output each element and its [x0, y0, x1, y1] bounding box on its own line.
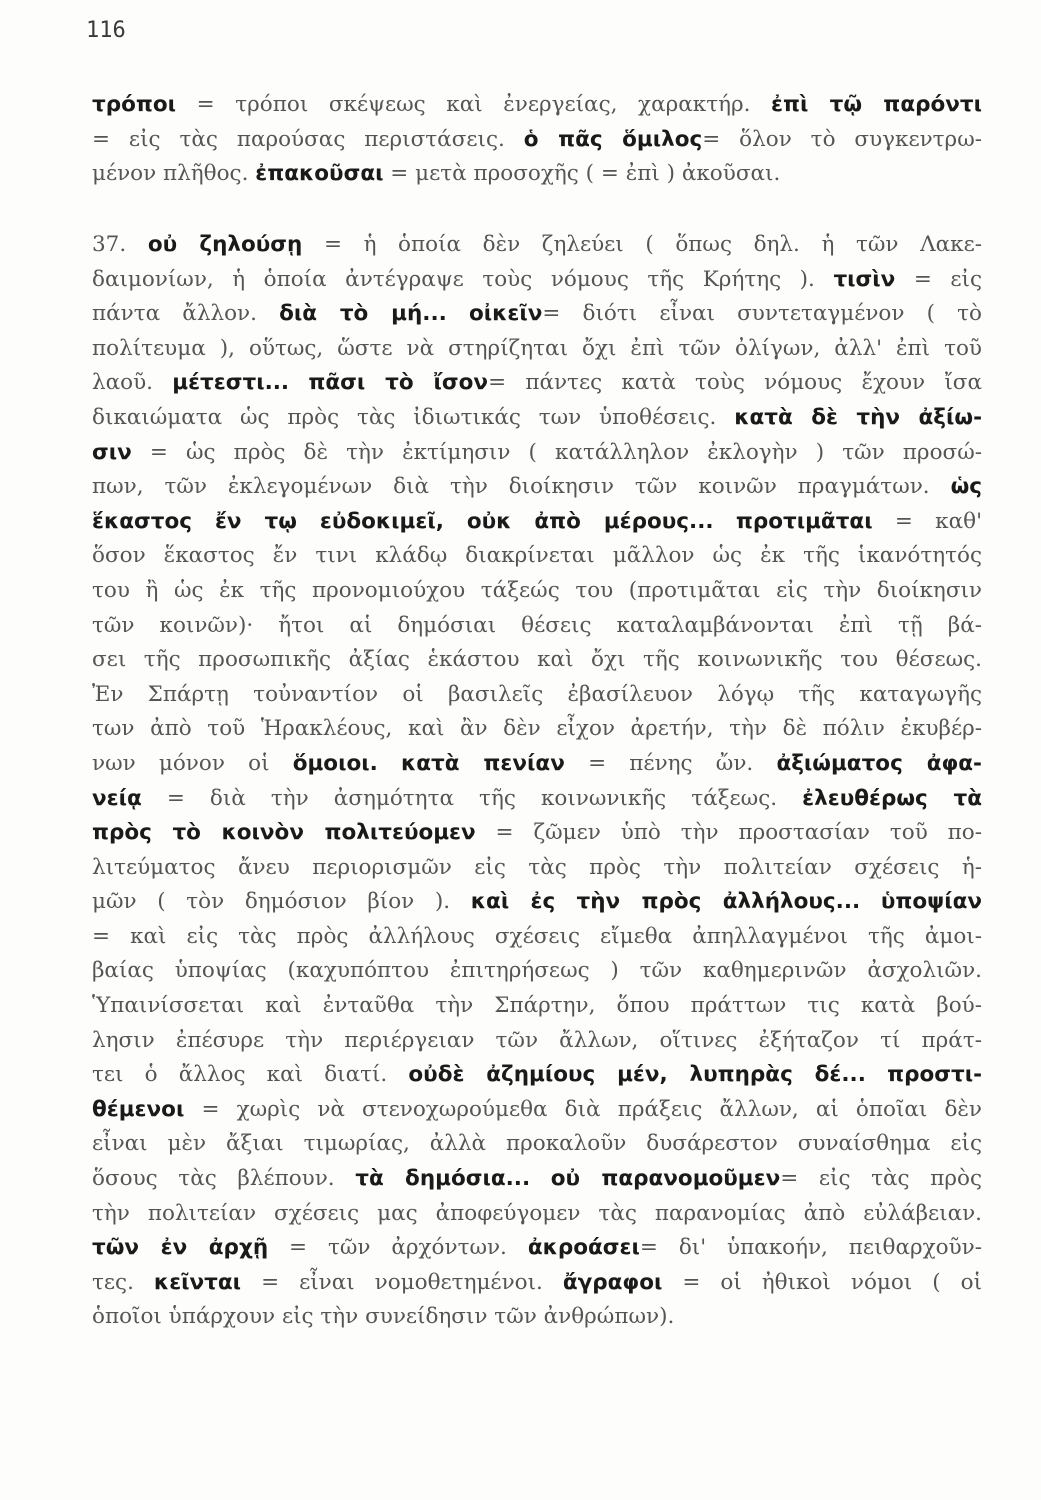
- gloss-text: βαίας ὑποψίας (καχυπόπτου ἐπιτηρήσεως ) τῶν καθημερινῶν ἀσχολιῶν.: [92, 958, 982, 984]
- text-line: [92, 539, 982, 574]
- text-line: [92, 920, 982, 955]
- gloss-text: = καθ': [872, 508, 982, 534]
- text-line: [92, 123, 982, 158]
- text-line: [92, 505, 982, 540]
- bold-term: ὑποψίαν: [880, 889, 983, 915]
- gloss-text: πων, τῶν ἐκλεγομένων διὰ τὴν διοίκησιν τῶν κοινῶν πραγμάτων.: [92, 474, 951, 500]
- text-line: [92, 1162, 982, 1197]
- text-line: [92, 228, 982, 263]
- gloss-text: [714, 509, 736, 534]
- text-line: [92, 1231, 982, 1266]
- bold-term: νείᾳ: [92, 785, 142, 811]
- bold-term: οὐ ζηλούσῃ: [147, 232, 303, 257]
- paragraph-2: [92, 228, 982, 1335]
- gloss-text: νων μόνον οἱ: [92, 750, 293, 776]
- bold-term: ἐπακοῦσαι: [255, 161, 384, 187]
- gloss-text: πάντα ἄλλον.: [92, 301, 280, 327]
- bold-term: τὰ δημόσια...: [355, 1166, 531, 1192]
- gloss-text: [447, 301, 469, 326]
- text-line: [92, 1127, 982, 1162]
- bold-term: ἀξιώματος ἀφα-: [776, 750, 982, 776]
- gloss-text: = εἶναι νομοθετημένοι.: [241, 1269, 563, 1295]
- gloss-text: δικαιώματα ὡς πρὸς τὰς ἰδιωτικάς των ὑποθέσεις.: [92, 404, 735, 430]
- bold-term: πρὸς τὸ κοινὸν πολιτεύομεν: [92, 820, 476, 846]
- bold-term: θέμενοι: [92, 1096, 185, 1122]
- text-line: [92, 851, 982, 886]
- gloss-text: = καὶ εἰς τὰς πρὸς ἀλλήλους σχέσεις εἴμεθα ἀπηλλαγμένοι τῆς ἀμοι-: [92, 923, 982, 949]
- bold-term: ὡς: [950, 474, 982, 500]
- bold-term: πᾶσι τὸ ἴσον: [308, 370, 489, 396]
- bold-term: κατὰ πενίαν: [401, 750, 565, 776]
- bold-term: σιν: [92, 439, 132, 465]
- gloss-text: = εἰς τὰς παρούσας περιστάσεις.: [92, 126, 524, 152]
- bold-term: τισὶν: [833, 266, 896, 292]
- text-line: [92, 436, 982, 471]
- text-line: [92, 1197, 982, 1232]
- page-number: 116: [86, 18, 126, 43]
- bold-term: ἀκροάσει: [527, 1235, 640, 1261]
- gloss-text: = ὡς πρὸς δὲ τὴν ἐκτίμησιν ( κατάλληλον ἐκλογὴν ) τῶν προσώ-: [131, 439, 982, 465]
- gloss-text: = τῶν ἀρχόντων.: [268, 1235, 528, 1261]
- bold-term: τῶν ἐν ἀρχῇ: [92, 1235, 269, 1261]
- text-line: [92, 712, 982, 747]
- gloss-text: σει τῆς προσωπικῆς ἀξίας ἑκάστου καὶ ὄχι τῆς κοινωνικῆς του θέσεως.: [92, 647, 982, 673]
- gloss-text: τες.: [92, 1269, 154, 1295]
- bold-term: τρόποι: [92, 92, 177, 117]
- gloss-text: των ἀπὸ τοῦ Ἡρακλέους, καὶ ἂν δὲν εἶχον ἀρετήν, τὴν δὲ πόλιν ἐκυβέρ-: [92, 716, 982, 742]
- text-line: [92, 643, 982, 678]
- text-line: [92, 885, 982, 920]
- bold-term: κατὰ δὲ τὴν ἀξίω-: [734, 404, 982, 430]
- paragraph-1: [92, 88, 982, 192]
- bold-term: προστι-: [887, 1062, 982, 1088]
- gloss-text: = εἰς: [895, 266, 982, 292]
- bold-term: προτιμᾶται: [735, 508, 873, 534]
- gloss-text: = διότι εἶναι συντεταγμένον ( τὸ: [542, 301, 982, 327]
- gloss-text: μένον πλῆθος.: [92, 161, 256, 187]
- text-line: [92, 1024, 982, 1059]
- gloss-text: ὅσον ἕκαστος ἔν τινι κλάδῳ διακρίνεται μᾶλλον ὡς ἐκ τῆς ἱκανότητός: [92, 543, 982, 569]
- bold-term: κεῖνται: [153, 1269, 242, 1295]
- text-line: [92, 332, 982, 367]
- text-line: [92, 1058, 982, 1093]
- gloss-text: = διὰ τὴν ἀσημότητα τῆς κοινωνικῆς τάξεως.: [141, 785, 803, 811]
- gloss-text: λησιν ἐπέσυρε τὴν περιέργειαν τῶν ἄλλων, οἵτινες ἐξήταζον τί πράτ-: [92, 1027, 982, 1053]
- text-line: [92, 678, 982, 713]
- gloss-text: [866, 1062, 887, 1087]
- text-line: [92, 470, 982, 505]
- text-line: [92, 1266, 982, 1301]
- text-line: [92, 88, 982, 123]
- gloss-text: λιτεύματος ἄνευ περιορισμῶν εἰς τὰς πρὸς τὴν πολιτείαν σχέσεις ἡ-: [92, 854, 982, 880]
- gloss-text: 37.: [92, 232, 148, 257]
- gloss-text: = μετὰ προσοχῆς ( = ἐπὶ ) ἀκοῦσαι.: [383, 161, 781, 187]
- bold-term: ὁ πᾶς ὅμιλος: [523, 126, 703, 152]
- bold-term: ὅμοιοι.: [292, 750, 378, 776]
- bold-term: μέτεστι...: [172, 370, 290, 396]
- gloss-text: του ἢ ὡς ἐκ τῆς προνομιούχου τάξεώς του (προτιμᾶται εἰς τὴν διοίκησιν: [92, 577, 982, 603]
- gloss-text: [289, 370, 308, 395]
- text-line: [92, 989, 982, 1024]
- gloss-text: [378, 751, 401, 776]
- gloss-text: = δι' ὑπακοήν, πειθαρχοῦν-: [639, 1235, 982, 1261]
- bold-term: οἰκεῖν: [468, 301, 543, 327]
- text-line: [92, 609, 982, 644]
- text-line: [92, 297, 982, 332]
- bold-term: οὐ παρανομοῦμεν: [550, 1166, 781, 1192]
- gloss-text: = τρόποι σκέψεως καὶ ἐνεργείας, χαρακτήρ.: [176, 92, 772, 117]
- gloss-text: [860, 889, 881, 914]
- text-line: [92, 782, 982, 817]
- gloss-text: = ζῶμεν ὑπὸ τὴν προστασίαν τοῦ πο-: [475, 820, 982, 846]
- gloss-text: πολίτευμα ), οὕτως, ὥστε νὰ στηρίζηται ὄχι ἐπὶ τῶν ὀλίγων, ἀλλ' ἐπὶ τοῦ: [92, 335, 982, 361]
- gloss-text: = ὅλον τὸ συγκεντρω-: [702, 126, 982, 152]
- text-line: [92, 1300, 982, 1335]
- gloss-text: τῶν κοινῶν)· ἤτοι αἱ δημόσιαι θέσεις καταλαμβάνονται ἐπὶ τῇ βά-: [92, 612, 982, 638]
- bold-term: καὶ ἐς τὴν πρὸς ἀλλήλους...: [470, 889, 861, 915]
- bold-term: ἄγραφοι: [562, 1269, 663, 1295]
- gloss-text: = οἱ ἠθικοὶ νόμοι ( οἱ: [662, 1269, 982, 1295]
- gloss-text: τὴν πολιτείαν σχέσεις μας ἀποφεύγομεν τὰς παρανομίας ἀπὸ εὐλάβειαν.: [92, 1200, 982, 1226]
- gloss-text: Ὑπαινίσσεται καὶ ἐνταῦθα τὴν Σπάρτην, ὅπου πράττων τις κατὰ βού-: [92, 993, 982, 1019]
- gloss-text: μῶν ( τὸν δημόσιον βίον ).: [92, 889, 471, 915]
- text-line: [92, 1093, 982, 1128]
- gloss-text: = πένης ὤν.: [564, 750, 777, 776]
- bold-term: ἐλευθέρως τὰ: [802, 785, 982, 811]
- gloss-text: ὁποῖοι ὑπάρχουν εἰς τὴν συνείδησιν τῶν ἀνθρώπων).: [92, 1304, 675, 1330]
- gloss-text: λαοῦ.: [92, 370, 173, 396]
- gloss-text: = εἰς τὰς πρὸς: [780, 1166, 982, 1192]
- gloss-text: = ἡ ὁποία δὲν ζηλεύει ( ὅπως δηλ. ἡ τῶν Λακε-: [302, 232, 982, 257]
- bold-term: διὰ τὸ μή...: [279, 301, 447, 327]
- gloss-text: = χωρὶς νὰ στενοχωρούμεθα διὰ πράξεις ἄλλων, αἱ ὁποῖαι δὲν: [184, 1096, 982, 1122]
- text-line: [92, 366, 982, 401]
- bold-term: ἐπὶ τῷ παρόντι: [771, 92, 982, 117]
- text-line: [92, 157, 982, 192]
- gloss-text: [530, 1166, 551, 1191]
- gloss-text: ὅσους τὰς βλέπουν.: [92, 1166, 356, 1192]
- text-line: [92, 574, 982, 609]
- gloss-text: εἶναι μὲν ἄξιαι τιμωρίας, ἀλλὰ προκαλοῦν δυσάρεστον συναίσθημα εἰς: [92, 1131, 982, 1157]
- bold-term: οὐδὲ ἀζημίους μέν, λυπηρὰς δέ...: [408, 1062, 866, 1088]
- gloss-text: = πάντες κατὰ τοὺς νόμους ἔχουν ἴσα: [488, 370, 982, 396]
- bold-term: ἕκαστος ἔν τῳ εὐδοκιμεῖ, οὐκ ἀπὸ μέρους...: [92, 508, 714, 534]
- text-line: [92, 263, 982, 298]
- gloss-text: τει ὁ ἄλλος καὶ διατί.: [92, 1062, 409, 1088]
- gloss-text: Ἐν Σπάρτῃ τοὐναντίον οἱ βασιλεῖς ἐβασίλευον λόγῳ τῆς καταγωγῆς: [92, 681, 982, 707]
- text-line: [92, 954, 982, 989]
- text-line: [92, 401, 982, 436]
- text-line: [92, 747, 982, 782]
- text-line: [92, 816, 982, 851]
- gloss-text: δαιμονίων, ἡ ὁποία ἀντέγραψε τοὺς νόμους τῆς Κρήτης ).: [92, 266, 834, 292]
